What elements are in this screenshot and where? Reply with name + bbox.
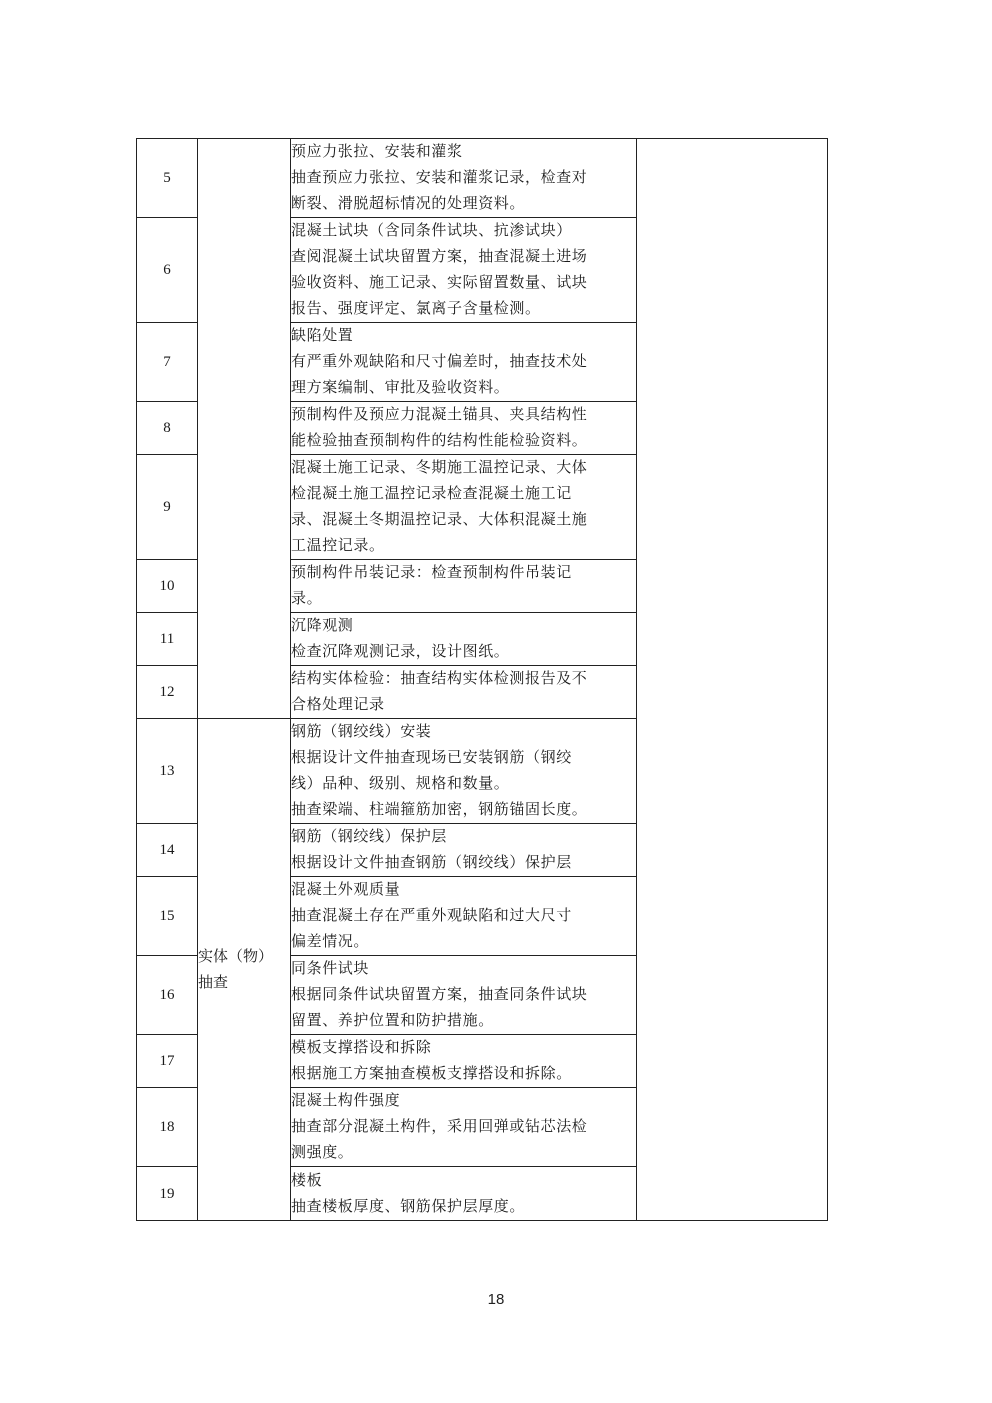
row-number: 7 xyxy=(137,323,198,402)
category-cell-a xyxy=(198,139,291,719)
description-line: 预制构件吊装记录：检查预制构件吊装记 xyxy=(291,565,572,581)
description-line: 有严重外观缺陷和尺寸偏差时，抽查技术处 xyxy=(291,354,588,370)
description-line: 同条件试块 xyxy=(291,961,370,977)
description-line: 偏差情况。 xyxy=(291,934,370,950)
row-number: 5 xyxy=(137,139,198,218)
description-line: 抽查预应力张拉、安装和灌浆记录，检查对 xyxy=(291,170,588,186)
description-line: 检查沉降观测记录，设计图纸。 xyxy=(291,644,510,660)
description-line: 抽查楼板厚度、钢筋保护层厚度。 xyxy=(291,1198,526,1215)
description-line: 录。 xyxy=(291,591,323,607)
row-description xyxy=(291,719,637,824)
description-line: 留置、养护位置和防护措施。 xyxy=(291,1013,494,1029)
description-line: 抽查混凝土存在严重外观缺陷和过大尺寸 xyxy=(291,908,572,924)
row-number: 12 xyxy=(137,666,198,719)
category-cell-physical-inspection xyxy=(198,719,291,1221)
row-description xyxy=(291,666,637,719)
description-line: 报告、强度评定、氯离子含量检测。 xyxy=(291,301,541,317)
row-number: 9 xyxy=(137,455,198,560)
row-description xyxy=(291,824,637,877)
description-line: 查阅混凝土试块留置方案，抽查混凝土进场 xyxy=(291,249,588,265)
row-number: 16 xyxy=(137,956,198,1035)
description-line: 测强度。 xyxy=(291,1145,354,1161)
row-description xyxy=(291,402,637,455)
description-line: 验收资料、施工记录、实际留置数量、试块 xyxy=(291,275,588,291)
row-description xyxy=(291,956,637,1035)
row-description xyxy=(291,455,637,560)
row-number: 10 xyxy=(137,560,198,613)
inspection-table xyxy=(136,138,828,1221)
description-line: 钢筋（钢绞线）保护层 xyxy=(291,829,448,845)
description-line: 预应力张拉、安装和灌浆 xyxy=(291,144,463,160)
row-description xyxy=(291,560,637,613)
row-description xyxy=(291,613,637,666)
description-line: 工温控记录。 xyxy=(291,538,385,554)
row-description xyxy=(291,218,637,323)
row-description xyxy=(291,323,637,402)
category-label-line1: 实体（物） xyxy=(198,948,274,965)
description-line: 混凝土施工记录、冬期施工温控记录、大体 xyxy=(291,460,588,476)
row-description xyxy=(291,1088,637,1167)
description-line: 钢筋（钢绞线）安装 xyxy=(291,724,432,740)
row-number: 13 xyxy=(137,719,198,824)
row-number: 8 xyxy=(137,402,198,455)
category-label-line2: 抽查 xyxy=(198,974,229,991)
description-line: 混凝土试块（含同条件试块、抗渗试块） xyxy=(291,223,572,239)
row-number: 17 xyxy=(137,1035,198,1088)
description-line: 根据施工方案抽查模板支撑搭设和拆除。 xyxy=(291,1066,572,1082)
description-line: 合格处理记录 xyxy=(291,697,385,713)
description-line: 录、混凝土冬期温控记录、大体积混凝土施 xyxy=(291,512,588,528)
description-line: 根据设计文件抽查钢筋（钢绞线）保护层 xyxy=(291,855,572,871)
row-number: 14 xyxy=(137,824,198,877)
description-line: 理方案编制、审批及验收资料。 xyxy=(291,380,510,396)
row-number: 6 xyxy=(137,218,198,323)
description-line: 检混凝土施工温控记录检查混凝土施工记 xyxy=(291,486,572,502)
row-description xyxy=(291,139,637,218)
description-line: 根据设计文件抽查现场已安装钢筋（钢绞 xyxy=(291,750,572,766)
row-number: 15 xyxy=(137,877,198,956)
description-line: 楼板 xyxy=(291,1172,323,1189)
page-number: 18 xyxy=(487,1291,505,1308)
row-number: 18 xyxy=(137,1088,198,1167)
description-line: 混凝土外观质量 xyxy=(291,882,401,898)
row-number: 11 xyxy=(137,613,198,666)
description-line: 模板支撑搭设和拆除 xyxy=(291,1040,432,1056)
description-line: 沉降观测 xyxy=(291,618,354,634)
description-line: 抽查梁端、柱端箍筋加密，钢筋锚固长度。 xyxy=(291,802,588,818)
description-line: 线）品种、级别、规格和数量。 xyxy=(291,776,510,792)
description-line: 混凝土构件强度 xyxy=(291,1093,401,1109)
description-line: 预制构件及预应力混凝土锚具、夹具结构性 xyxy=(291,407,588,423)
description-line: 缺陷处置 xyxy=(291,328,354,344)
description-line: 根据同条件试块留置方案，抽查同条件试块 xyxy=(291,987,588,1003)
row-description xyxy=(291,877,637,956)
description-line: 结构实体检验：抽查结构实体检测报告及不 xyxy=(291,671,588,687)
remark-column xyxy=(637,139,828,1221)
description-line: 能检验抽查预制构件的结构性能检验资料。 xyxy=(291,433,588,449)
description-line: 断裂、滑脱超标情况的处理资料。 xyxy=(291,196,526,212)
description-line: 抽查部分混凝土构件，采用回弹或钻芯法检 xyxy=(291,1119,588,1135)
row-description xyxy=(291,1167,637,1221)
row-number: 19 xyxy=(137,1167,198,1221)
table-row xyxy=(137,139,828,218)
row-description xyxy=(291,1035,637,1088)
